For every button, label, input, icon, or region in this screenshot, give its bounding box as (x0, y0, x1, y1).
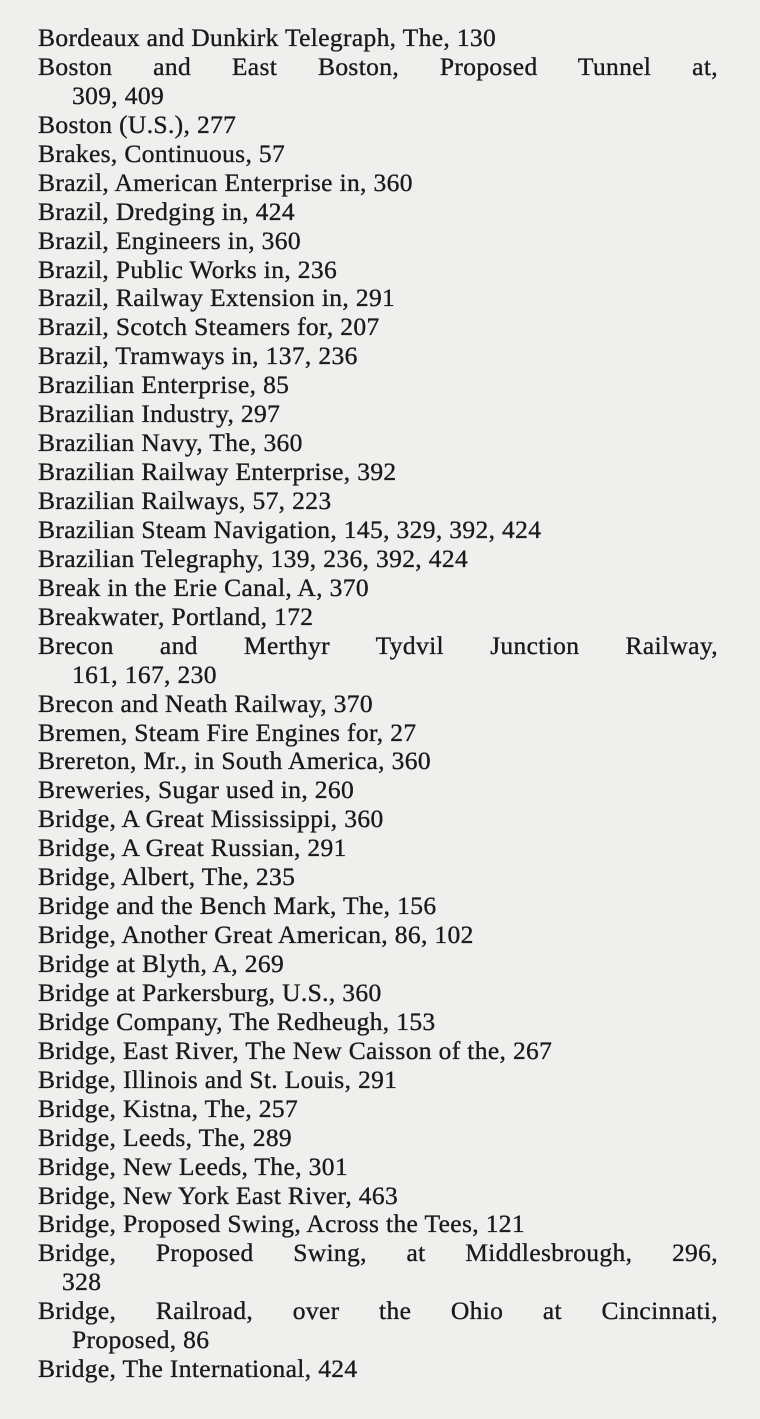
index-entry: Brazil, American Enterprise in, 360 (38, 167, 413, 197)
index-entry-continuation: Proposed, 86 (72, 1325, 210, 1355)
index-entry: Brecon and Neath Railway, 370 (38, 688, 373, 718)
index-entry: Boston (U.S.), 277 (38, 109, 237, 139)
index-entry: Brazil, Dredging in, 424 (38, 196, 295, 226)
index-entry: Bridge at Parkersburg, U.S., 360 (38, 977, 382, 1007)
index-entry: Bridge, East River, The New Caisson of the, 267 (38, 1035, 553, 1065)
index-entry: Brecon and Merthyr Tydvil Junction Railway, (38, 631, 718, 660)
index-entry-continuation: 161, 167, 230 (72, 659, 217, 689)
index-entry: Brazil, Railway Extension in, 291 (38, 283, 396, 313)
index-entry: Brazilian Railway Enterprise, 392 (38, 457, 397, 487)
index-entry: Boston and East Boston, Proposed Tunnel at, (38, 52, 718, 81)
index-entry: Brazil, Scotch Steamers for, 207 (38, 312, 380, 342)
index-entry: Breakwater, Portland, 172 (38, 601, 314, 631)
index-entry: Bridge, Another Great American, 86, 102 (38, 920, 474, 950)
index-entry: Bremen, Steam Fire Engines for, 27 (38, 717, 417, 747)
index-entry: Brereton, Mr., in South America, 360 (38, 746, 431, 776)
index-entry: Bridge, Kistna, The, 257 (38, 1093, 299, 1123)
index-entry: Bridge and the Bench Mark, The, 156 (38, 891, 437, 921)
index-entry: Bridge, The International, 424 (38, 1354, 358, 1384)
index-entry: Brazilian Enterprise, 85 (38, 370, 290, 400)
index-entry: Bridge Company, The Redheugh, 153 (38, 1006, 436, 1036)
index-entry: Bridge, Albert, The, 235 (38, 862, 296, 892)
index-entry: Bridge, New Leeds, The, 301 (38, 1151, 348, 1181)
index-entry: Brazil, Engineers in, 360 (38, 225, 301, 255)
index-entry: Bridge at Blyth, A, 269 (38, 949, 285, 978)
index-entry: Bridge, Proposed Swing, Across the Tees, 121 (38, 1209, 525, 1239)
index-entry: Brazilian Navy, The, 360 (38, 428, 303, 458)
index-entry: Brazilian Industry, 297 (38, 399, 281, 429)
index-entry: Bridge, Railroad, over the Ohio at Cincinnati, (38, 1297, 718, 1326)
index-entry: Brakes, Continuous, 57 (38, 138, 286, 168)
index-entry: Bridge, Leeds, The, 289 (38, 1122, 293, 1152)
index-entry: Breweries, Sugar used in, 260 (38, 775, 355, 805)
index-entry: Bridge, A Great Mississippi, 360 (38, 804, 384, 834)
index-entry-continuation: 328 (62, 1267, 102, 1297)
index-entry: Brazil, Tramways in, 137, 236 (38, 341, 358, 371)
index-entry: Bridge, Illinois and St. Louis, 291 (38, 1064, 398, 1094)
index-entry: Break in the Erie Canal, A, 370 (38, 572, 369, 602)
index-entry: Bordeaux and Dunkirk Telegraph, The, 130 (38, 23, 497, 52)
index-entry: Brazil, Public Works in, 236 (38, 254, 338, 284)
index-entry: Bridge, Proposed Swing, at Middlesbrough, 296, (38, 1239, 718, 1268)
index-entry: Brazilian Steam Navigation, 145, 329, 392, 424 (38, 514, 542, 544)
index-entry-continuation: 309, 409 (72, 80, 165, 110)
index-entry: Brazilian Telegraphy, 139, 236, 392, 424 (38, 543, 469, 573)
index-entry: Brazilian Railways, 57, 223 (38, 486, 332, 515)
index-page (38, 24, 718, 1384)
index-entry: Bridge, New York East River, 463 (38, 1180, 399, 1210)
index-entry: Bridge, A Great Russian, 291 (38, 833, 347, 863)
